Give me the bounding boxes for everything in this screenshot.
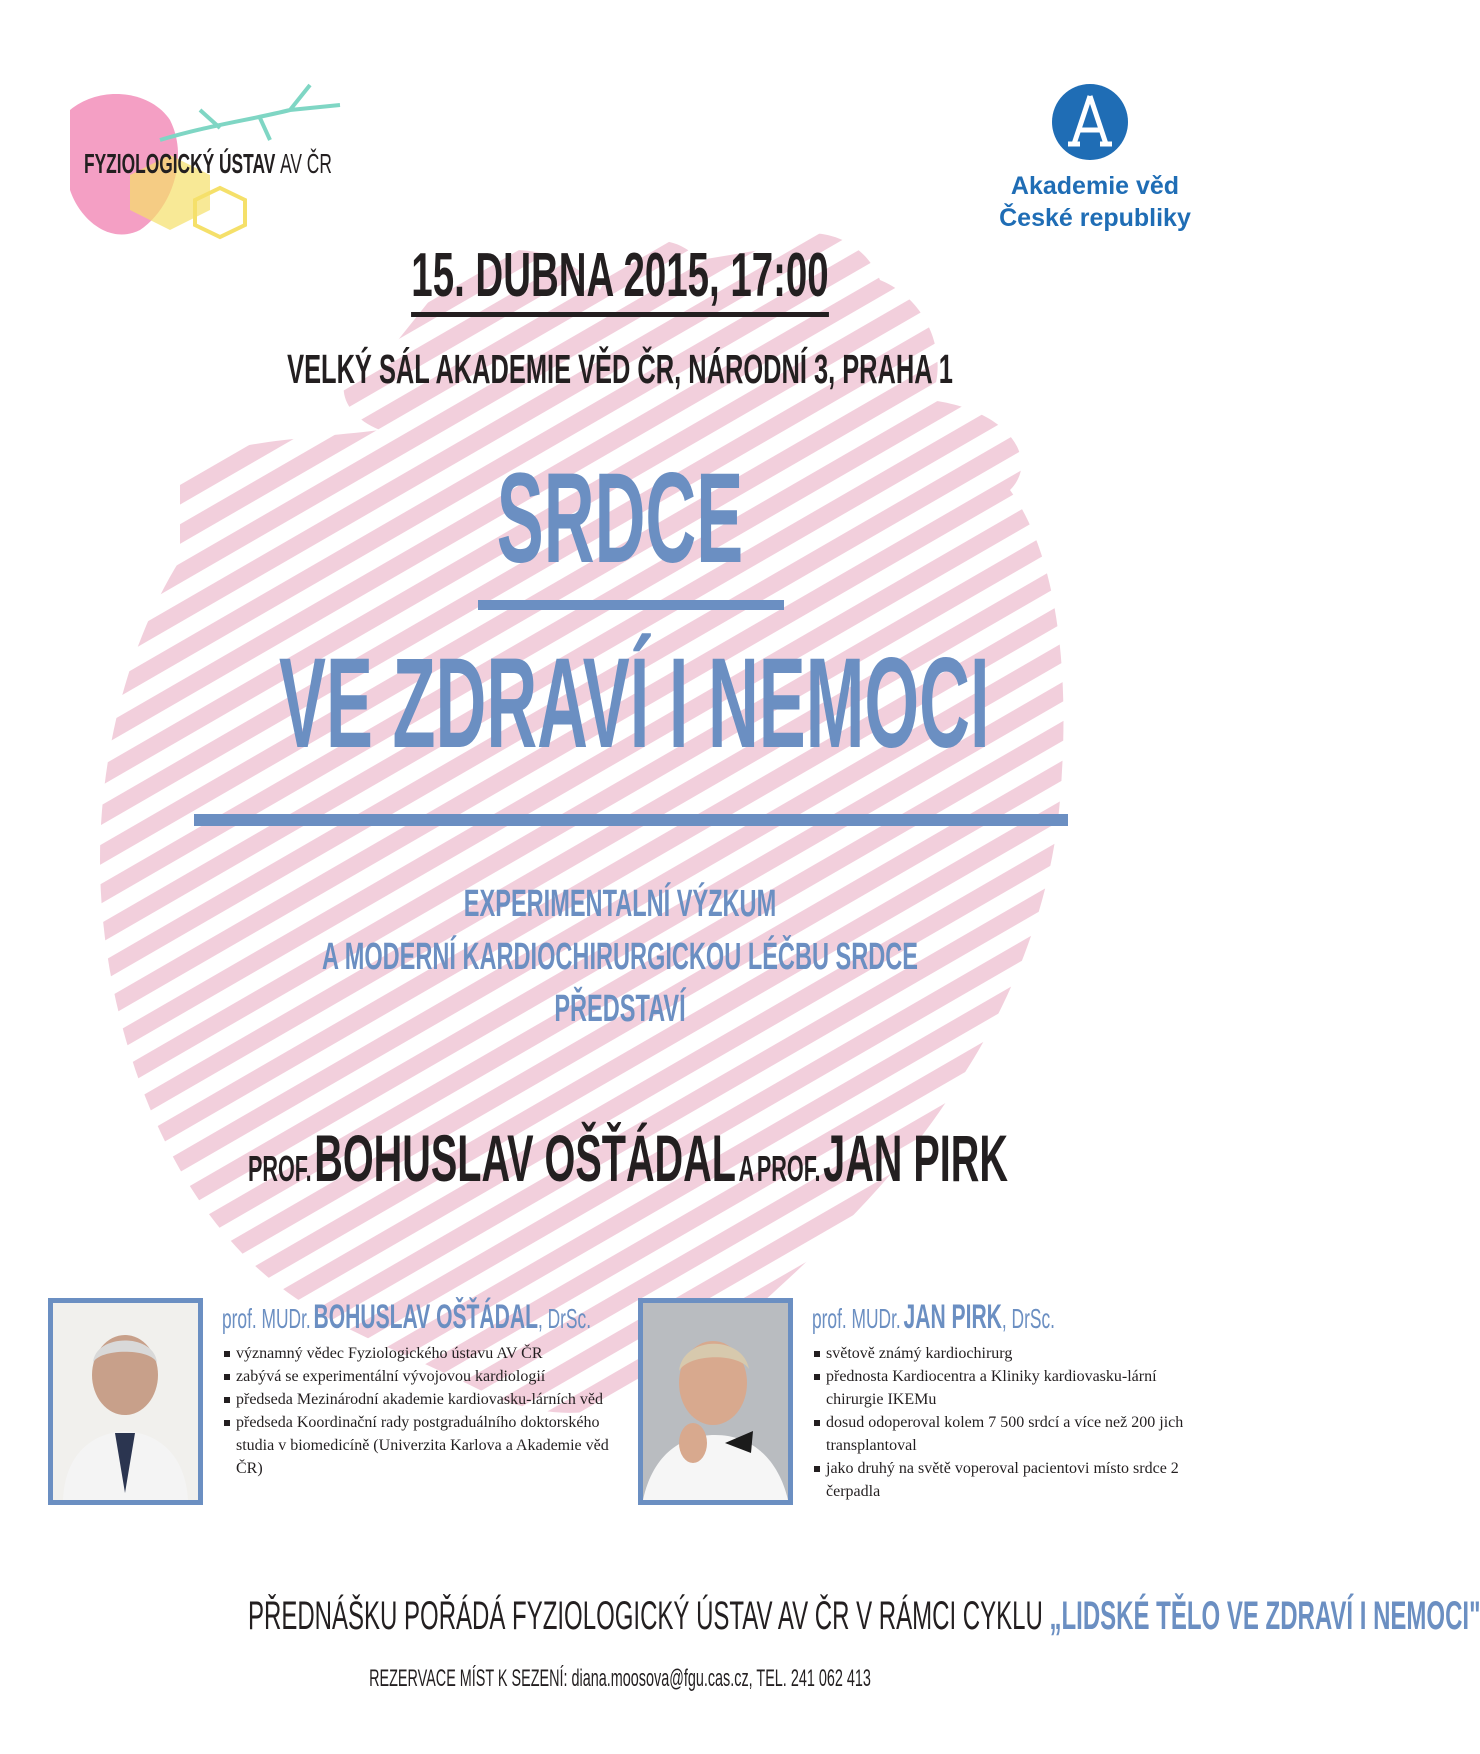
- title-line2: VE ZDRAVÍ I NEMOCI: [279, 632, 990, 775]
- speaker2-bullet: jako druhý na světě voperoval pacientovi místo srdce 2 čerpadla: [812, 1457, 1207, 1503]
- speaker1-bullet: předseda Koordinační rady postgraduálního doktorského studia v biomedicíně (Univerzita Karlova a Akademie věd ČR): [222, 1411, 622, 1480]
- speaker1-title-post: , DrSc.: [537, 1303, 592, 1334]
- speaker1-photo: [48, 1298, 203, 1505]
- speaker2-bullet: světově známý kardiochirurg: [812, 1342, 1207, 1365]
- speaker2-bio: [812, 1342, 1207, 1503]
- speaker1-name: BOHUSLAV OŠŤÁDAL: [314, 1121, 736, 1195]
- speaker1-heading: [222, 1298, 591, 1337]
- speaker2-title-post: , DrSc.: [1001, 1303, 1055, 1334]
- speakers-conjunction: A: [738, 1148, 755, 1189]
- speaker2-title-pre: prof. MUDr.: [812, 1303, 901, 1334]
- speaker1-title-pre: prof. MUDr.: [222, 1303, 311, 1334]
- speaker1-fullname: BOHUSLAV OŠŤÁDAL: [313, 1298, 538, 1336]
- speaker1-bullet: významný vědec Fyziologického ústavu AV ČR: [222, 1342, 622, 1365]
- speakers-line: [248, 1120, 1009, 1196]
- speaker1-bio: [222, 1342, 622, 1480]
- organizer-text: PŘEDNÁŠKU POŘÁDÁ FYZIOLOGICKÝ ÚSTAV AV ČR V RÁMCI CYKLU: [248, 1594, 1043, 1638]
- institute-name: FYZIOLOGICKÝ ÚSTAV AV ČR: [84, 148, 332, 179]
- speaker2-name: JAN PIRK: [823, 1121, 1009, 1195]
- title-line1: SRDCE: [496, 447, 744, 590]
- speaker2-heading: [812, 1298, 1055, 1337]
- organizer-line: [248, 1594, 1480, 1639]
- academy-name-line2: České republiky: [999, 204, 1191, 232]
- speaker2-prefix: PROF.: [756, 1148, 821, 1189]
- title-rule-1: [478, 600, 784, 610]
- cycle-name: „LIDSKÉ TĚLO VE ZDRAVÍ I NEMOCI": [1049, 1594, 1480, 1638]
- title-rule-2: [194, 814, 1068, 826]
- speaker1-prefix: PROF.: [248, 1148, 312, 1189]
- academy-name: [980, 170, 1210, 234]
- reservation-line: REZERVACE MÍST K SEZENÍ: diana.moosova@fgu.cas.cz, TEL. 241 062 413: [369, 1665, 871, 1692]
- academy-logo-icon: [1050, 82, 1130, 162]
- academy-name-line1: Akademie věd: [1010, 172, 1180, 200]
- speaker2-bullet: přednosta Kardiocentra a Kliniky kardiovasku-lární chirurgie IKEMu: [812, 1365, 1207, 1411]
- subtitle-line2: A MODERNÍ KARDIOCHIRURGICKOU LÉČBU SRDCE: [322, 936, 918, 978]
- speaker2-fullname: JAN PIRK: [903, 1298, 1002, 1336]
- subtitle-line3: PŘEDSTAVÍ: [554, 988, 686, 1030]
- event-venue: VELKÝ SÁL AKADEMIE VĚD ČR, NÁRODNÍ 3, PRAHA 1: [287, 346, 953, 392]
- speaker1-bullet: předseda Mezinárodní akademie kardiovasku-lárních věd: [222, 1388, 622, 1411]
- subtitle-line1: EXPERIMENTALNÍ VÝZKUM: [463, 883, 777, 925]
- speaker2-photo: [638, 1298, 793, 1505]
- event-date-time: 15. DUBNA 2015, 17:00: [236, 240, 1005, 311]
- speaker2-bullet: dosud odoperoval kolem 7 500 srdcí a více než 200 jich transplantoval: [812, 1411, 1207, 1457]
- speaker1-bullet: zabývá se experimentální vývojovou kardiologií: [222, 1365, 622, 1388]
